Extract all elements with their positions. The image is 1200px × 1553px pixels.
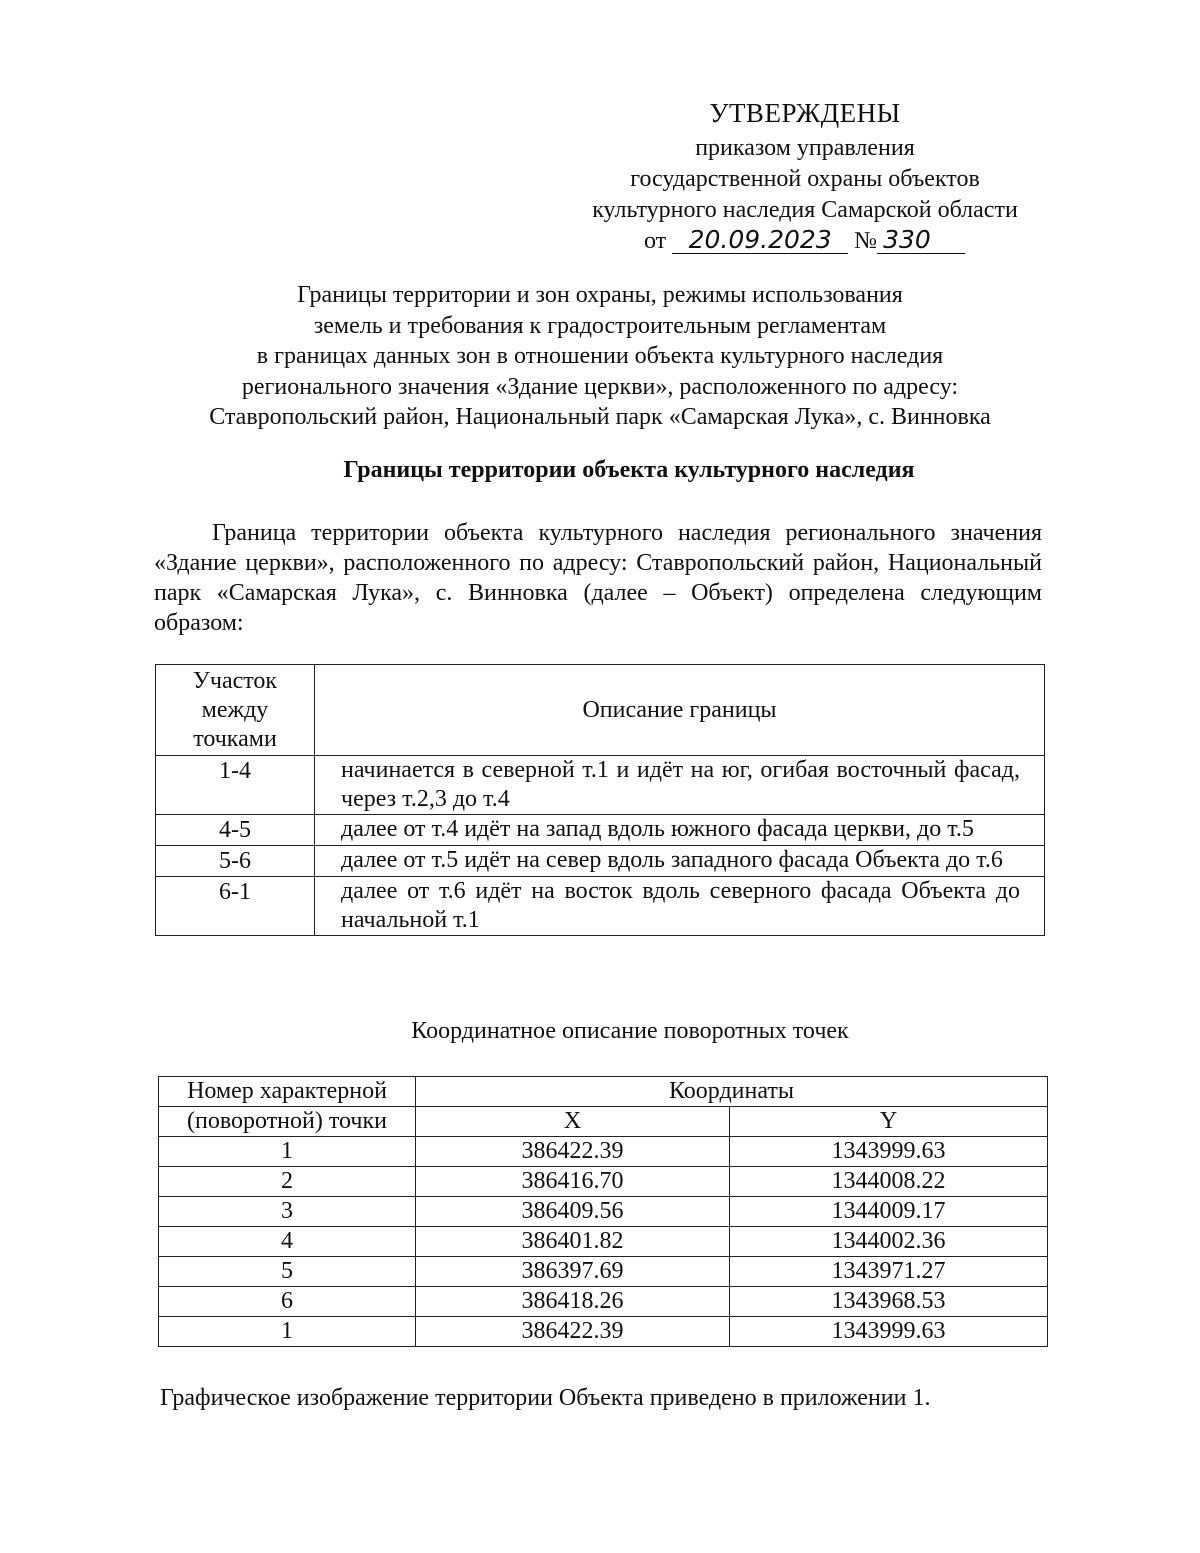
table-row: [159, 1317, 1048, 1347]
section-title: Границы территории объекта культурного наследия: [343, 457, 915, 483]
x-header: X: [416, 1107, 730, 1137]
heading-line-5: Ставропольский район, Национальный парк «Самарская Лука», с. Винновка: [209, 404, 991, 430]
y-cell: 1343999.63: [730, 1317, 1048, 1347]
point-cell: 3: [159, 1197, 416, 1227]
description-cell: далее от т.4 идёт на запад вдоль южного фасада церкви, до т.5: [315, 815, 1045, 846]
table-row: [159, 1257, 1048, 1287]
table-row: [156, 815, 1045, 846]
x-cell: 386397.69: [416, 1257, 730, 1287]
x-cell: 386418.26: [416, 1287, 730, 1317]
y-cell: 1344008.22: [730, 1167, 1048, 1197]
point-cell: 6: [159, 1287, 416, 1317]
table-row: [159, 1227, 1048, 1257]
segment-cell: 4-5: [156, 815, 315, 846]
coords-header: Координаты: [416, 1077, 1048, 1107]
segment-header: [156, 665, 315, 756]
description-header: Описание границы: [315, 665, 1045, 756]
document-heading: [150, 280, 1050, 433]
x-cell: 386422.39: [416, 1137, 730, 1167]
point-header: Номер характерной: [159, 1077, 416, 1107]
x-cell: 386416.70: [416, 1167, 730, 1197]
heading-line-2: земель и требования к градостроительным регламентам: [313, 312, 887, 339]
approval-line-1: приказом управления: [695, 135, 915, 161]
from-label: от: [644, 228, 667, 254]
coords-title: Координатное описание поворотных точек: [411, 1018, 849, 1044]
table-row: [159, 1167, 1048, 1197]
approval-stamp: [560, 98, 1050, 257]
coords-header-row-2: [159, 1107, 1048, 1137]
table-row: [159, 1287, 1048, 1317]
point-cell: 1: [159, 1137, 416, 1167]
handwritten-number: 330: [877, 227, 965, 254]
x-cell: 386422.39: [416, 1317, 730, 1347]
heading-line-1: Границы территории и зон охраны, режимы использования: [297, 282, 903, 308]
table-row: [156, 846, 1045, 877]
boundary-table: [155, 664, 1045, 936]
y-cell: 1344009.17: [730, 1197, 1048, 1227]
y-cell: 1344002.36: [730, 1227, 1048, 1257]
intro-paragraph: Граница территории объекта культурного наследия регионального значения «Здание церкви», расположенного по адресу: Ставропольский район, Национальный парк «Самарская Лука», с. Винновка (далее – Объект) определена следующим образом:: [154, 520, 1042, 636]
point-cell: 1: [159, 1317, 416, 1347]
footer-note: Графическое изображение территории Объекта приведено в приложении 1.: [160, 1385, 931, 1411]
segment-cell: 1-4: [156, 756, 315, 815]
description-cell: начинается в северной т.1 и идёт на юг, огибая восточный фасад, через т.2,3 до т.4: [315, 756, 1045, 815]
heading-line-4: регионального значения «Здание церкви», расположенного по адресу:: [241, 373, 959, 400]
point-cell: 5: [159, 1257, 416, 1287]
coordinates-table: [158, 1076, 1048, 1347]
number-label: №: [854, 228, 878, 254]
y-cell: 1343968.53: [730, 1287, 1048, 1317]
boundary-table-header: [156, 665, 1045, 756]
table-row: [156, 877, 1045, 936]
y-cell: 1343999.63: [730, 1137, 1048, 1167]
segment-header-line-2: между: [201, 696, 269, 723]
point-cell: 2: [159, 1167, 416, 1197]
x-cell: 386409.56: [416, 1197, 730, 1227]
x-cell: 386401.82: [416, 1227, 730, 1257]
handwritten-date: 20.09.2023: [672, 227, 848, 254]
table-row: [159, 1137, 1048, 1167]
point-header-2: (поворотной) точки: [159, 1107, 416, 1137]
approval-line-3: культурного наследия Самарской области: [592, 197, 1018, 223]
approval-title: УТВЕРЖДЕНЫ: [709, 98, 901, 128]
y-header: Y: [730, 1107, 1048, 1137]
coords-header-row-1: [159, 1077, 1048, 1107]
description-cell: далее от т.6 идёт на восток вдоль северного фасада Объекта до начальной т.1: [315, 877, 1045, 936]
segment-header-line-1: Участок: [192, 667, 278, 694]
approval-date-line: [560, 226, 1050, 257]
description-cell: далее от т.5 идёт на север вдоль западного фасада Объекта до т.6: [315, 846, 1045, 877]
y-cell: 1343971.27: [730, 1257, 1048, 1287]
segment-cell: 6-1: [156, 877, 315, 936]
table-row: [156, 756, 1045, 815]
segment-header-line-3: точками: [193, 725, 277, 752]
segment-cell: 5-6: [156, 846, 315, 877]
point-cell: 4: [159, 1227, 416, 1257]
heading-line-3: в границах данных зон в отношении объекта культурного наследия: [256, 343, 944, 369]
approval-line-2: государственной охраны объектов: [630, 166, 980, 192]
table-row: [159, 1197, 1048, 1227]
